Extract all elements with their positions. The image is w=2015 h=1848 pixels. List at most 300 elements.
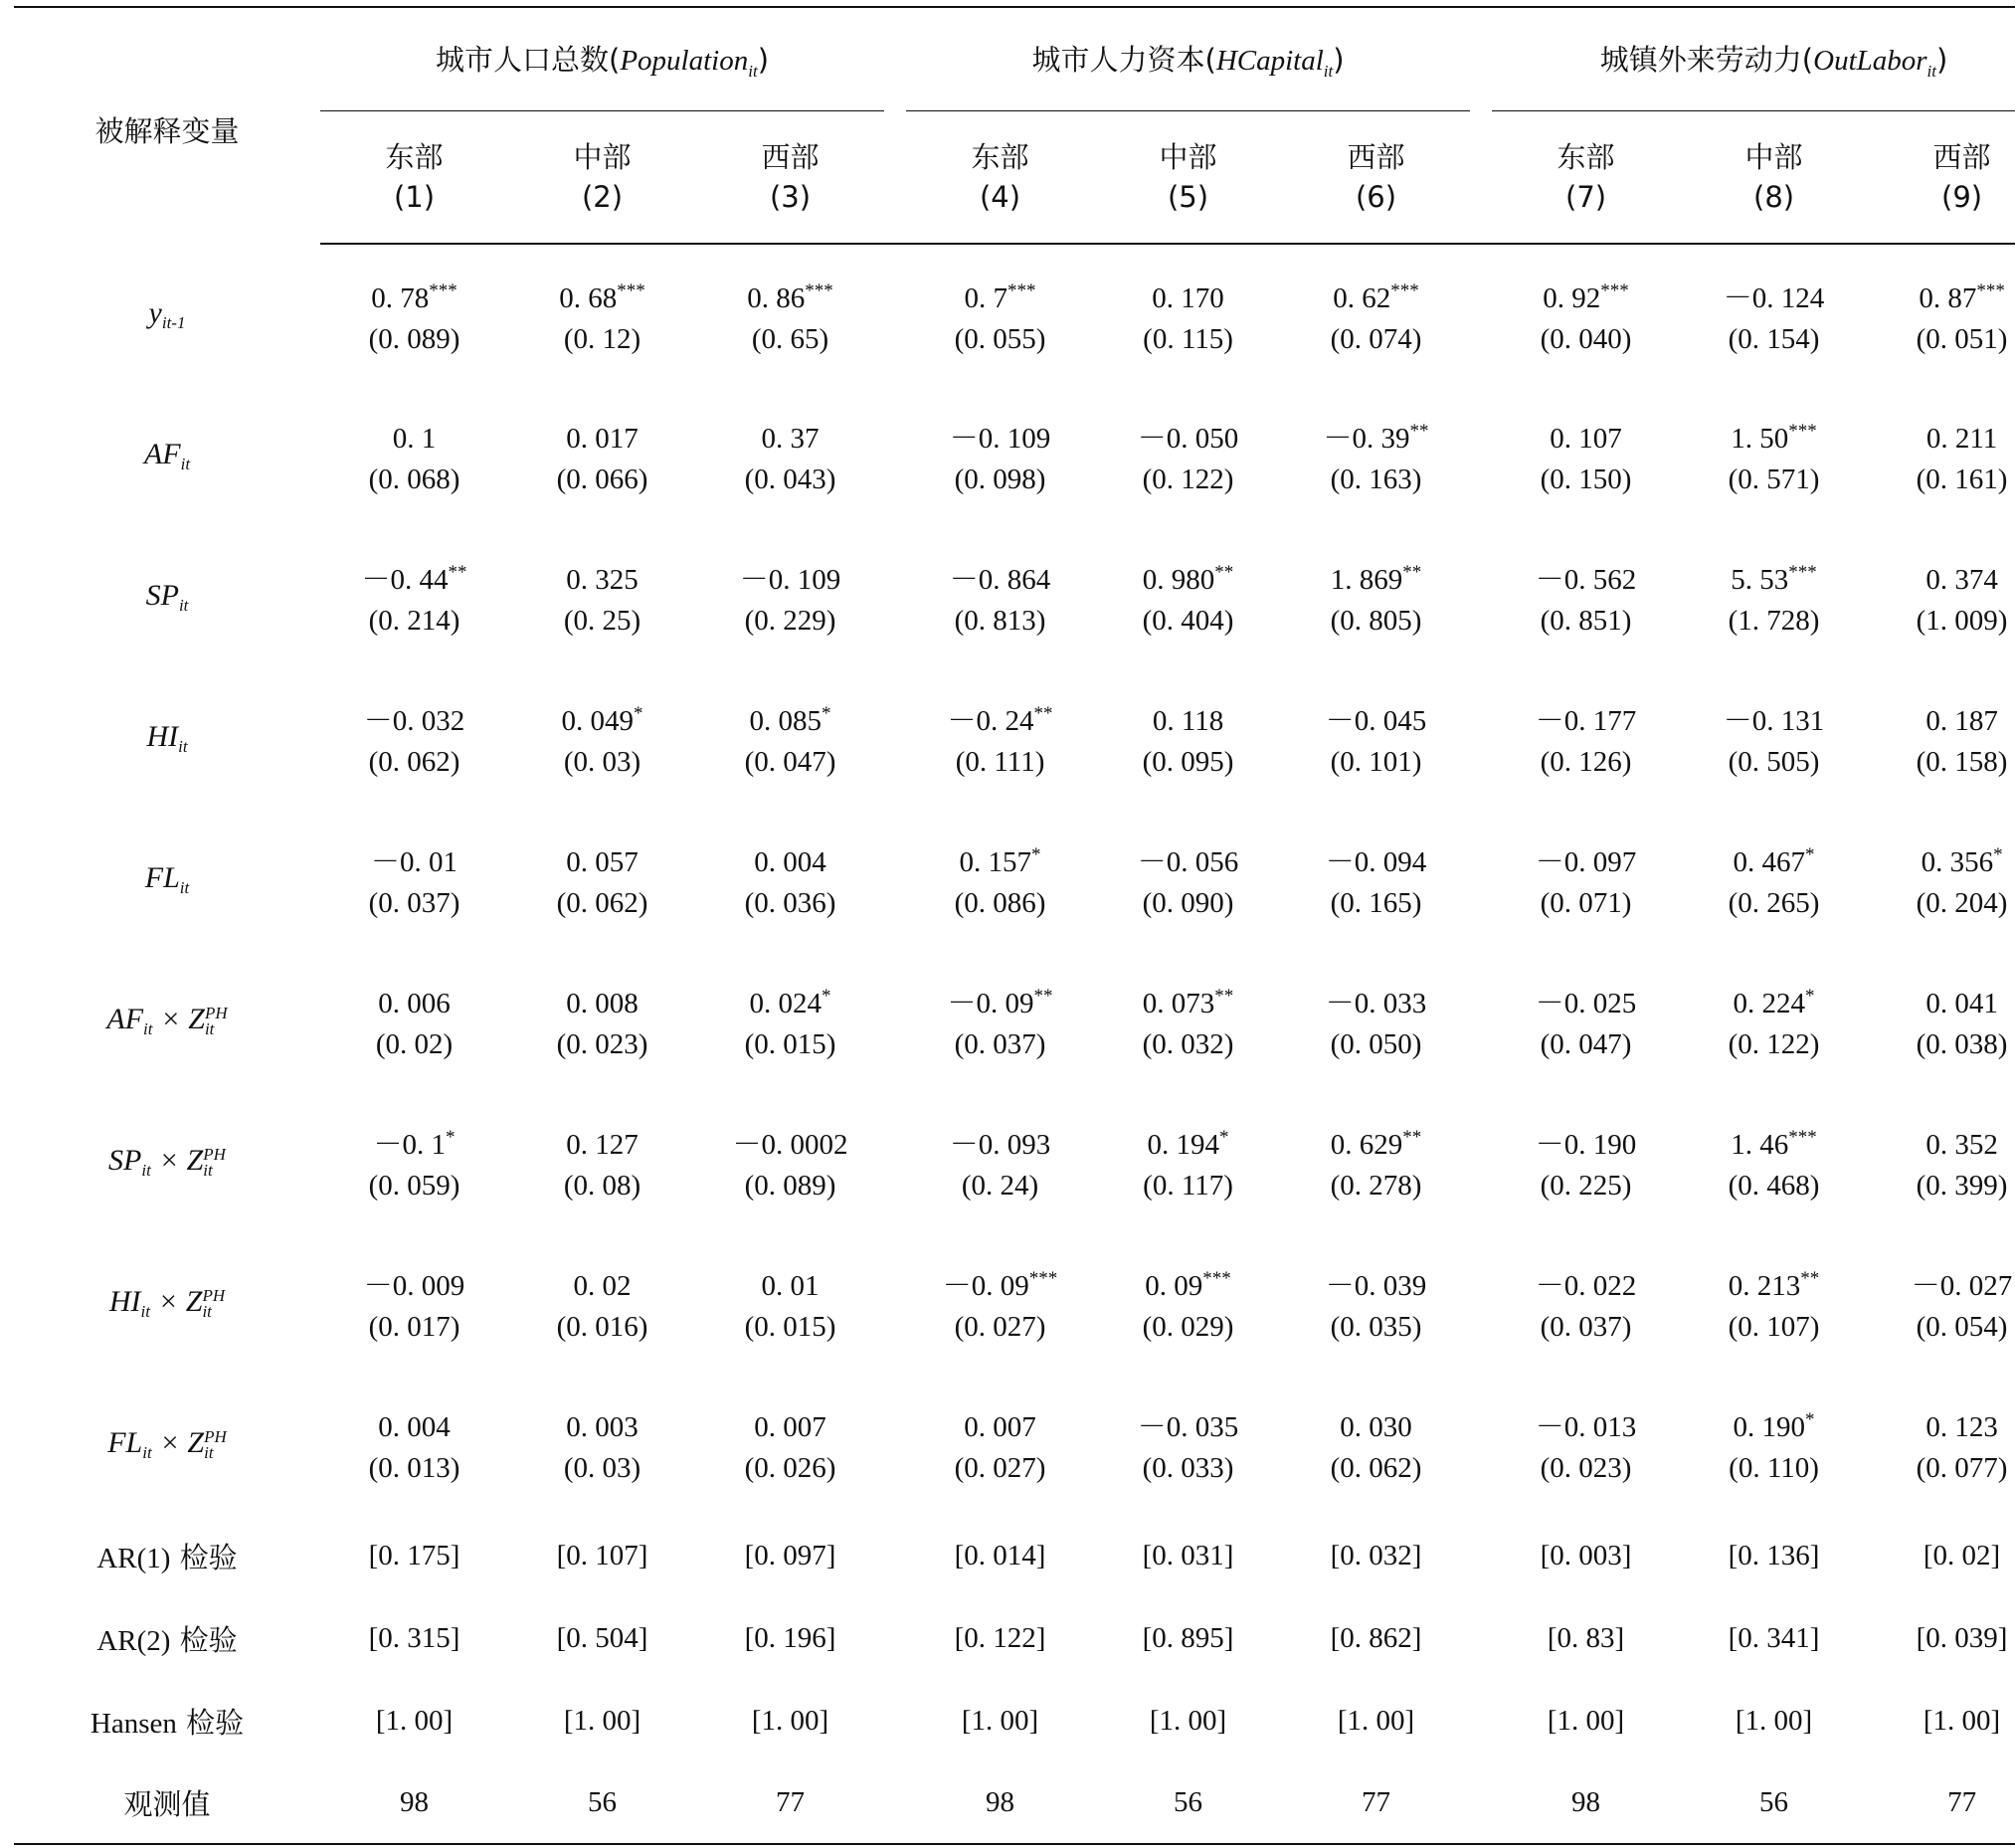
coefficient-line	[1492, 271, 1680, 319]
significance-stars: ***	[1390, 279, 1419, 301]
coefficient-line	[1492, 1399, 1680, 1448]
coefficient-line	[1680, 411, 1868, 460]
coefficient-line	[320, 271, 508, 319]
coefficient-line	[508, 411, 696, 460]
column-gap	[1470, 667, 1492, 809]
column-gap	[1470, 1762, 1492, 1844]
coefficient-cell	[1492, 1091, 1680, 1232]
standard-error: (0. 12)	[563, 322, 641, 355]
column-header	[508, 111, 696, 245]
region-label: 西部	[761, 140, 820, 174]
interaction-superscript: PH	[203, 1144, 226, 1164]
variable-name: y	[148, 295, 162, 329]
variable-name: HI	[108, 1284, 141, 1318]
standard-error: (0. 047)	[744, 746, 836, 778]
test-p-value: [0. 315]	[368, 1622, 460, 1654]
region-label: 中部	[1159, 140, 1217, 174]
coefficient-line	[696, 411, 884, 460]
coefficient-line	[1094, 411, 1282, 460]
dependent-variable-label: 被解释变量	[94, 114, 240, 148]
significance-stars: **	[448, 562, 467, 583]
coefficient-line	[1094, 271, 1282, 319]
column-number: (3)	[769, 180, 812, 214]
coefficient-line	[320, 1258, 508, 1307]
coefficient-value: －0. 094	[1325, 846, 1427, 878]
coefficient-line	[1282, 976, 1470, 1024]
test-p-value: [0. 107]	[556, 1540, 648, 1571]
group-variable: OutLabor	[1813, 44, 1927, 77]
coefficient-value: 0. 030	[1340, 1411, 1412, 1443]
significance-stars: *	[822, 703, 831, 724]
group-variable-subscript: it	[1323, 61, 1334, 81]
column-gap	[1470, 526, 1492, 667]
coefficient-value: －0. 109	[739, 564, 841, 596]
variable-name: SP	[108, 1143, 142, 1177]
column-gap	[884, 244, 906, 385]
coefficient-value: 1. 46	[1731, 1129, 1789, 1161]
column-gap	[884, 1232, 906, 1374]
coefficient-cell	[508, 385, 696, 526]
significance-stars: ***	[805, 279, 833, 301]
coefficient-cell	[1680, 244, 1868, 385]
significance-stars: *	[634, 703, 643, 724]
standard-error: (0. 027)	[954, 1452, 1046, 1484]
standard-error: (0. 013)	[368, 1452, 460, 1484]
coefficient-value: 0. 008	[566, 988, 639, 1019]
coefficient-value: －0. 050	[1137, 423, 1239, 455]
coefficient-value: 0. 213	[1728, 1270, 1801, 1302]
coefficient-cell	[1680, 950, 1868, 1091]
test-p-value: [0. 097]	[744, 1540, 836, 1571]
coefficient-cell	[508, 244, 696, 385]
coefficient-line	[1868, 1258, 2015, 1307]
region-label: 中部	[1744, 140, 1803, 174]
table-row	[14, 244, 2015, 385]
coefficient-value: 0. 157	[959, 846, 1032, 878]
coefficient-value: 0. 057	[566, 846, 639, 878]
coefficient-cell	[320, 667, 508, 809]
coefficient-line	[1492, 834, 1680, 883]
standard-error: (0. 036)	[744, 887, 836, 919]
row-variable-label	[14, 526, 320, 667]
coefficient-value: 0. 224	[1733, 988, 1806, 1019]
column-gap	[1470, 385, 1492, 526]
standard-error: (0. 101)	[1330, 746, 1422, 778]
significance-stars: **	[1402, 562, 1422, 583]
column-gap	[1470, 1232, 1492, 1374]
standard-error: (0. 089)	[744, 1170, 836, 1201]
coefficient-value: 0. 68	[559, 281, 618, 314]
significance-stars: *	[1805, 1409, 1815, 1430]
column-gap	[1470, 1515, 1492, 1597]
coefficient-line	[906, 1399, 1094, 1448]
test-p-value: [1. 00]	[1547, 1705, 1625, 1737]
coefficient-line	[508, 834, 696, 883]
coefficient-value: －0. 109	[949, 423, 1051, 455]
standard-error: (0. 65)	[751, 322, 829, 355]
standard-error: (0. 054)	[1916, 1311, 2008, 1343]
coefficient-cell	[1282, 526, 1470, 667]
coefficient-value: －0. 039	[1325, 1270, 1427, 1302]
column-gap	[884, 667, 906, 809]
group-header-outlabor	[1492, 7, 2015, 111]
significance-stars: **	[1214, 986, 1234, 1007]
coefficient-cell	[1282, 809, 1470, 950]
region-label: 东部	[1557, 140, 1615, 174]
coefficient-line	[1680, 834, 1868, 883]
variable-name: HI	[146, 719, 179, 753]
coefficient-value: －0. 09	[947, 988, 1034, 1019]
coefficient-cell	[1282, 1374, 1470, 1515]
column-header	[1282, 111, 1470, 245]
standard-error: (0. 03)	[563, 746, 641, 778]
interaction-superscript: PH	[202, 1285, 226, 1305]
standard-error: (0. 115)	[1143, 322, 1233, 355]
coefficient-value: －0. 131	[1723, 705, 1825, 737]
variable-name: SP	[145, 578, 179, 612]
coefficient-value: 0. 085	[749, 705, 823, 737]
coefficient-line	[1094, 976, 1282, 1024]
column-gap	[884, 1515, 906, 1597]
coefficient-line	[1094, 693, 1282, 742]
coefficient-value: 0. 127	[566, 1129, 639, 1161]
standard-error: (0. 051)	[1916, 322, 2008, 355]
coefficient-cell	[1680, 526, 1868, 667]
interaction-subscript: it	[204, 1018, 215, 1038]
column-gap	[884, 809, 906, 950]
interaction-superscript: PH	[204, 1426, 227, 1446]
significance-stars: *	[822, 986, 831, 1007]
test-p-value: [0. 83]	[1547, 1622, 1625, 1654]
coefficient-line	[1094, 1258, 1282, 1307]
standard-error: (0. 062)	[1330, 1452, 1422, 1484]
standard-error: (0. 399)	[1916, 1170, 2008, 1201]
standard-error: (0. 015)	[744, 1028, 836, 1060]
coefficient-line	[1680, 1117, 1868, 1166]
observation-count: 77	[1947, 1786, 1977, 1818]
column-gap	[1470, 111, 1492, 245]
coefficient-value: －0. 190	[1535, 1129, 1637, 1161]
standard-error: (0. 038)	[1916, 1028, 2008, 1060]
column-gap	[884, 1762, 906, 1844]
coefficient-cell	[1492, 1374, 1680, 1515]
test-name: AR(1)	[96, 1543, 171, 1574]
coefficient-line	[508, 693, 696, 742]
standard-error: (0. 026)	[744, 1452, 836, 1484]
coefficient-line	[320, 976, 508, 1024]
coefficient-value: －0. 032	[363, 705, 465, 737]
coefficient-cell	[320, 385, 508, 526]
coefficient-line	[508, 976, 696, 1024]
coefficient-value: －0. 124	[1723, 281, 1825, 314]
standard-error: (0. 813)	[954, 605, 1046, 637]
coefficient-value: 1. 869	[1330, 564, 1403, 596]
interaction-term: × Z	[160, 1002, 205, 1035]
coefficient-cell	[1868, 244, 2015, 385]
coefficient-value: 0. 190	[1733, 1411, 1806, 1443]
coefficient-cell	[1868, 950, 2015, 1091]
coefficient-cell	[508, 1374, 696, 1515]
coefficient-value: 0. 170	[1152, 281, 1224, 314]
coefficient-line	[1282, 271, 1470, 319]
coefficient-line	[696, 1117, 884, 1166]
standard-error: (0. 033)	[1142, 1452, 1234, 1484]
standard-error: (0. 043)	[744, 463, 836, 495]
coefficient-cell	[1094, 526, 1282, 667]
coefficient-cell	[906, 385, 1094, 526]
standard-error: (0. 225)	[1540, 1170, 1632, 1201]
test-p-value: [0. 039]	[1916, 1622, 2008, 1654]
coefficient-value: 0. 024	[749, 988, 823, 1019]
coefficient-value: 0. 92	[1543, 281, 1601, 314]
coefficient-cell	[696, 385, 884, 526]
row-variable-label	[14, 1091, 320, 1232]
column-gap	[884, 526, 906, 667]
coefficient-cell	[320, 809, 508, 950]
test-p-value: [0. 003]	[1540, 1540, 1632, 1571]
coefficient-cell	[320, 244, 508, 385]
coefficient-cell	[1492, 385, 1680, 526]
standard-error: (0. 074)	[1330, 322, 1422, 355]
coefficient-cell	[508, 1232, 696, 1374]
table-row	[14, 1232, 2015, 1374]
variable-name: AF	[106, 1002, 144, 1035]
column-gap	[884, 1374, 906, 1515]
standard-error: (0. 037)	[954, 1028, 1046, 1060]
coefficient-cell	[906, 526, 1094, 667]
standard-error: (0. 086)	[954, 887, 1046, 919]
coefficient-line	[906, 834, 1094, 883]
test-name: AR(2)	[96, 1625, 171, 1657]
significance-stars: ***	[1008, 279, 1036, 301]
coefficient-line	[696, 1258, 884, 1307]
coefficient-cell	[1868, 1374, 2015, 1515]
coefficient-line	[1868, 411, 2015, 460]
standard-error: (1. 009)	[1916, 605, 2008, 637]
coefficient-value: 0. 374	[1925, 564, 1998, 596]
coefficient-line	[906, 976, 1094, 1024]
standard-error: (0. 066)	[556, 463, 648, 495]
coefficient-value: 0. 123	[1925, 1411, 1998, 1443]
column-header	[320, 111, 508, 245]
standard-error: (0. 107)	[1728, 1311, 1820, 1343]
coefficient-line	[696, 976, 884, 1024]
coefficient-line	[1868, 552, 2015, 601]
coefficient-line	[320, 834, 508, 883]
coefficient-line	[1282, 1117, 1470, 1166]
coefficient-cell	[696, 809, 884, 950]
column-header	[696, 111, 884, 245]
column-number: (5)	[1167, 180, 1209, 214]
coefficient-cell	[1094, 667, 1282, 809]
significance-stars: **	[1214, 562, 1234, 583]
row-variable-label	[14, 667, 320, 809]
significance-stars: **	[1402, 1127, 1422, 1148]
region-label: 中部	[573, 140, 632, 174]
test-row	[14, 1680, 2015, 1762]
test-row	[14, 1597, 2015, 1680]
table-row	[14, 526, 2015, 667]
standard-error: (1. 728)	[1728, 605, 1820, 637]
coefficient-value: 0. 007	[754, 1411, 826, 1443]
standard-error: (0. 161)	[1916, 463, 2008, 495]
column-number: (7)	[1565, 180, 1607, 214]
coefficient-line	[1492, 693, 1680, 742]
coefficient-value: 0. 194	[1147, 1129, 1220, 1161]
standard-error: (0. 571)	[1728, 463, 1820, 495]
standard-error: (0. 163)	[1330, 463, 1422, 495]
table-row	[14, 667, 2015, 809]
coefficient-value: －0. 009	[363, 1270, 465, 1302]
table-row	[14, 385, 2015, 526]
column-number: (9)	[1941, 180, 1983, 214]
coefficient-value: 0. 62	[1333, 281, 1391, 314]
coefficient-line	[1492, 976, 1680, 1024]
coefficient-cell	[1094, 1374, 1282, 1515]
significance-stars: *	[1031, 844, 1041, 865]
coefficient-value: 0. 325	[566, 564, 639, 596]
column-gap	[1470, 1597, 1492, 1680]
test-p-value: [0. 136]	[1728, 1540, 1820, 1571]
coefficient-cell	[1094, 1091, 1282, 1232]
coefficient-cell	[1282, 1091, 1470, 1232]
column-number: (4)	[979, 180, 1021, 214]
coefficient-cell	[320, 526, 508, 667]
test-p-value: [1. 00]	[751, 1705, 829, 1737]
coefficient-value: 0. 1	[392, 423, 437, 455]
region-label: 东部	[385, 140, 444, 174]
standard-error: (0. 404)	[1142, 605, 1234, 637]
column-gap	[1470, 1680, 1492, 1762]
standard-error: (0. 851)	[1540, 605, 1632, 637]
coefficient-line	[508, 552, 696, 601]
group-suffix: )	[1936, 42, 1948, 77]
significance-stars: ***	[1788, 1127, 1817, 1148]
coefficient-cell	[1492, 667, 1680, 809]
table-header	[14, 7, 2015, 244]
standard-error: (0. 122)	[1142, 463, 1234, 495]
standard-error: (0. 805)	[1330, 605, 1422, 637]
coefficient-cell	[508, 1091, 696, 1232]
coefficient-cell	[1868, 1232, 2015, 1374]
column-gap	[884, 1597, 906, 1680]
standard-error: (0. 154)	[1728, 322, 1820, 355]
coefficient-cell	[1868, 1091, 2015, 1232]
coefficient-value: 0. 118	[1152, 705, 1224, 737]
test-name: Hansen	[90, 1708, 177, 1740]
coefficient-cell	[1868, 667, 2015, 809]
group-prefix: 城市人口总数(	[436, 42, 621, 77]
standard-error: (0. 111)	[955, 746, 1045, 778]
coefficient-cell	[906, 809, 1094, 950]
coefficient-cell	[1868, 809, 2015, 950]
coefficient-value: 0. 049	[561, 705, 634, 737]
coefficient-value: －0. 0002	[732, 1129, 848, 1161]
coefficient-line	[1868, 271, 2015, 319]
coefficient-cell	[906, 950, 1094, 1091]
coefficient-line	[1868, 834, 2015, 883]
coefficient-line	[906, 693, 1094, 742]
observation-count: 98	[1571, 1786, 1601, 1818]
coefficient-line	[696, 271, 884, 319]
significance-stars: ***	[429, 279, 458, 301]
test-p-value: [1. 00]	[1923, 1705, 2001, 1737]
test-p-value: [1. 00]	[1149, 1705, 1227, 1737]
coefficient-line	[1492, 552, 1680, 601]
standard-error: (0. 023)	[556, 1028, 648, 1060]
coefficient-value: 0. 006	[378, 988, 451, 1019]
standard-error: (0. 029)	[1142, 1311, 1234, 1343]
variable-subscript: it	[140, 1301, 150, 1321]
coefficient-value: －0. 056	[1137, 846, 1239, 878]
coefficient-line	[320, 552, 508, 601]
significance-stars: *	[1805, 986, 1815, 1007]
test-p-value: [0. 02]	[1923, 1540, 2001, 1571]
significance-stars: **	[1033, 986, 1053, 1007]
coefficient-value: －0. 562	[1535, 564, 1637, 596]
coefficient-cell	[1680, 385, 1868, 526]
coefficient-line	[1680, 976, 1868, 1024]
standard-error: (0. 278)	[1330, 1170, 1422, 1201]
coefficient-value: －0. 013	[1535, 1411, 1637, 1443]
group-suffix: )	[1333, 42, 1345, 77]
standard-error: (0. 122)	[1728, 1028, 1820, 1060]
standard-error: (0. 126)	[1540, 746, 1632, 778]
coefficient-cell	[1282, 1232, 1470, 1374]
row-variable-label	[14, 244, 320, 385]
column-gap	[884, 111, 906, 245]
standard-error: (0. 047)	[1540, 1028, 1632, 1060]
coefficient-line	[906, 411, 1094, 460]
standard-error: (0. 068)	[368, 463, 460, 495]
table-row	[14, 950, 2015, 1091]
coefficient-line	[1868, 1117, 2015, 1166]
test-p-value: [1. 00]	[563, 1705, 641, 1737]
coefficient-cell	[1282, 244, 1470, 385]
test-p-value: [0. 196]	[744, 1622, 836, 1654]
test-p-value: [0. 014]	[954, 1540, 1046, 1571]
standard-error: (0. 204)	[1916, 887, 2008, 919]
coefficient-line	[1282, 1258, 1470, 1307]
table-row	[14, 1091, 2015, 1232]
coefficient-line	[696, 834, 884, 883]
group-variable: Population	[620, 44, 749, 77]
coefficient-cell	[320, 1091, 508, 1232]
coefficient-line	[1492, 1117, 1680, 1166]
coefficient-value: 0. 7	[964, 281, 1008, 314]
observation-count: 56	[1174, 1786, 1203, 1818]
coefficient-cell	[696, 1374, 884, 1515]
coefficient-cell	[906, 1232, 1094, 1374]
significance-stars: **	[1033, 703, 1053, 724]
coefficient-cell	[906, 1091, 1094, 1232]
coefficient-line	[508, 271, 696, 319]
test-row	[14, 1515, 2015, 1597]
coefficient-cell	[1094, 1232, 1282, 1374]
standard-error: (0. 25)	[563, 605, 641, 637]
coefficient-line	[1680, 1399, 1868, 1448]
coefficient-cell	[906, 244, 1094, 385]
row-variable-label	[14, 385, 320, 526]
variable-subscript: it	[180, 454, 191, 473]
column-header	[1492, 111, 1680, 245]
standard-error: (0. 071)	[1540, 887, 1632, 919]
standard-error: (0. 062)	[556, 887, 648, 919]
coefficient-cell	[508, 809, 696, 950]
coefficient-cell	[508, 950, 696, 1091]
significance-stars: ***	[617, 279, 645, 301]
coefficient-value: 0. 073	[1142, 988, 1215, 1019]
